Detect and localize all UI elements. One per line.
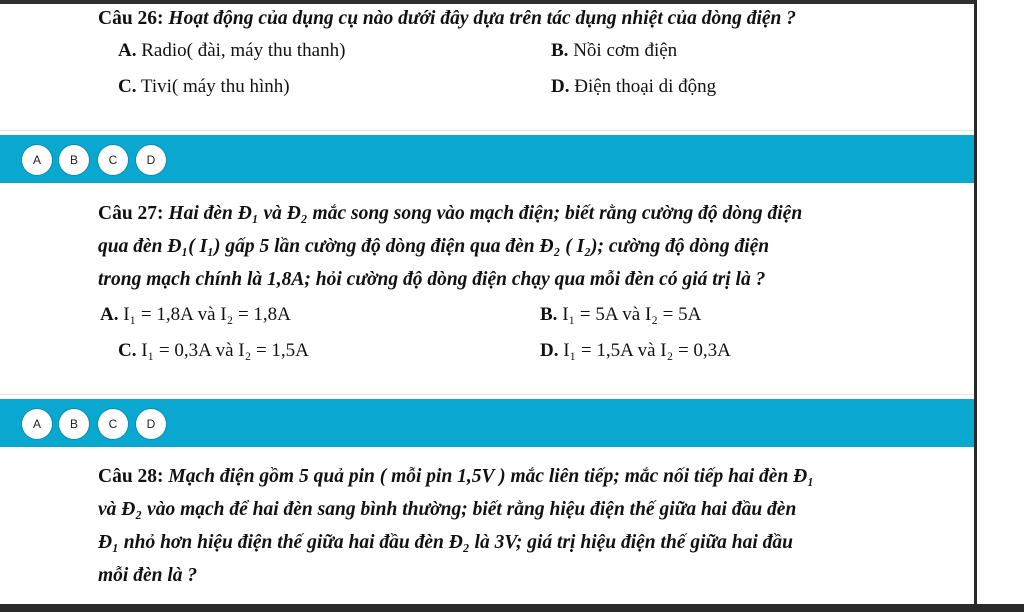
question-26-text xyxy=(98,4,928,35)
q26-option-a: A. Radio( đài, máy thu thanh) xyxy=(118,40,346,61)
question-28-line-1: Câu 28: Mạch điện gồm 5 quả pin ( mỗi pin 1,5V ) mắc liên tiếp; mắc nối tiếp hai đèn Đ₁ xyxy=(98,466,815,487)
bottom-edge xyxy=(0,604,1024,612)
question-26-number: Câu 26: xyxy=(98,8,164,29)
answer-1-choice-d[interactable]: D xyxy=(136,145,166,175)
answer-2-choice-c[interactable]: C xyxy=(98,409,128,439)
question-27-line-3: trong mạch chính là 1,8A; hỏi cường độ dòng điện chạy qua mỗi đèn có giá trị là ? xyxy=(98,269,766,290)
divider xyxy=(0,130,974,131)
answer-bar-2 xyxy=(0,399,974,447)
question-28-line-3: Đ₁ nhỏ hơn hiệu điện thế giữa hai đầu đèn Đ₂ là 3V; giá trị hiệu điện thế giữa hai đầu xyxy=(98,532,794,553)
q27-option-b: B. I₁ = 5A và I₂ = 5A xyxy=(540,304,702,325)
q26-option-b: B. Nồi cơm điện xyxy=(551,40,678,61)
answer-1-choice-a[interactable]: A xyxy=(22,145,52,175)
answer-1-choice-b[interactable]: B xyxy=(59,145,89,175)
q27-option-d: D. I₁ = 1,5A và I₂ = 0,3A xyxy=(540,340,731,361)
question-27-line-2: qua đèn Đ₁( I₁) gấp 5 lần cường độ dòng điện qua đèn Đ₂ ( I₂); cường độ dòng điện xyxy=(98,236,770,257)
question-28-line-4: mỗi đèn là ? xyxy=(98,565,198,586)
q27-option-a: A. I₁ = 1,8A và I₂ = 1,8A xyxy=(100,304,291,325)
answer-bar-1 xyxy=(0,135,974,183)
document-page xyxy=(0,4,974,612)
answer-2-choice-b[interactable]: B xyxy=(59,409,89,439)
q27-option-c: C. I₁ = 0,3A và I₂ = 1,5A xyxy=(118,340,309,361)
question-27-line-1: Câu 27: Hai đèn Đ₁ và Đ₂ mắc song song vào mạch điện; biết rằng cường độ dòng điện xyxy=(98,203,803,224)
question-28-line-2: và Đ₂ vào mạch để hai đèn sang bình thường; biết rằng hiệu điện thế giữa hai đầu đèn xyxy=(98,499,797,520)
question-26-stem: Hoạt động của dụng cụ nào dưới đây dựa trên tác dụng nhiệt của dòng điện ? xyxy=(168,8,797,29)
answer-1-choice-c[interactable]: C xyxy=(98,145,128,175)
question-28-text xyxy=(98,460,928,592)
q26-option-d: D. Điện thoại di động xyxy=(551,76,717,97)
q26-option-c: C. Tivi( máy thu hình) xyxy=(118,76,290,97)
divider xyxy=(0,394,974,395)
question-27-text xyxy=(98,197,928,296)
answer-2-choice-d[interactable]: D xyxy=(136,409,166,439)
answer-2-choice-a[interactable]: A xyxy=(22,409,52,439)
right-margin xyxy=(974,0,1024,612)
